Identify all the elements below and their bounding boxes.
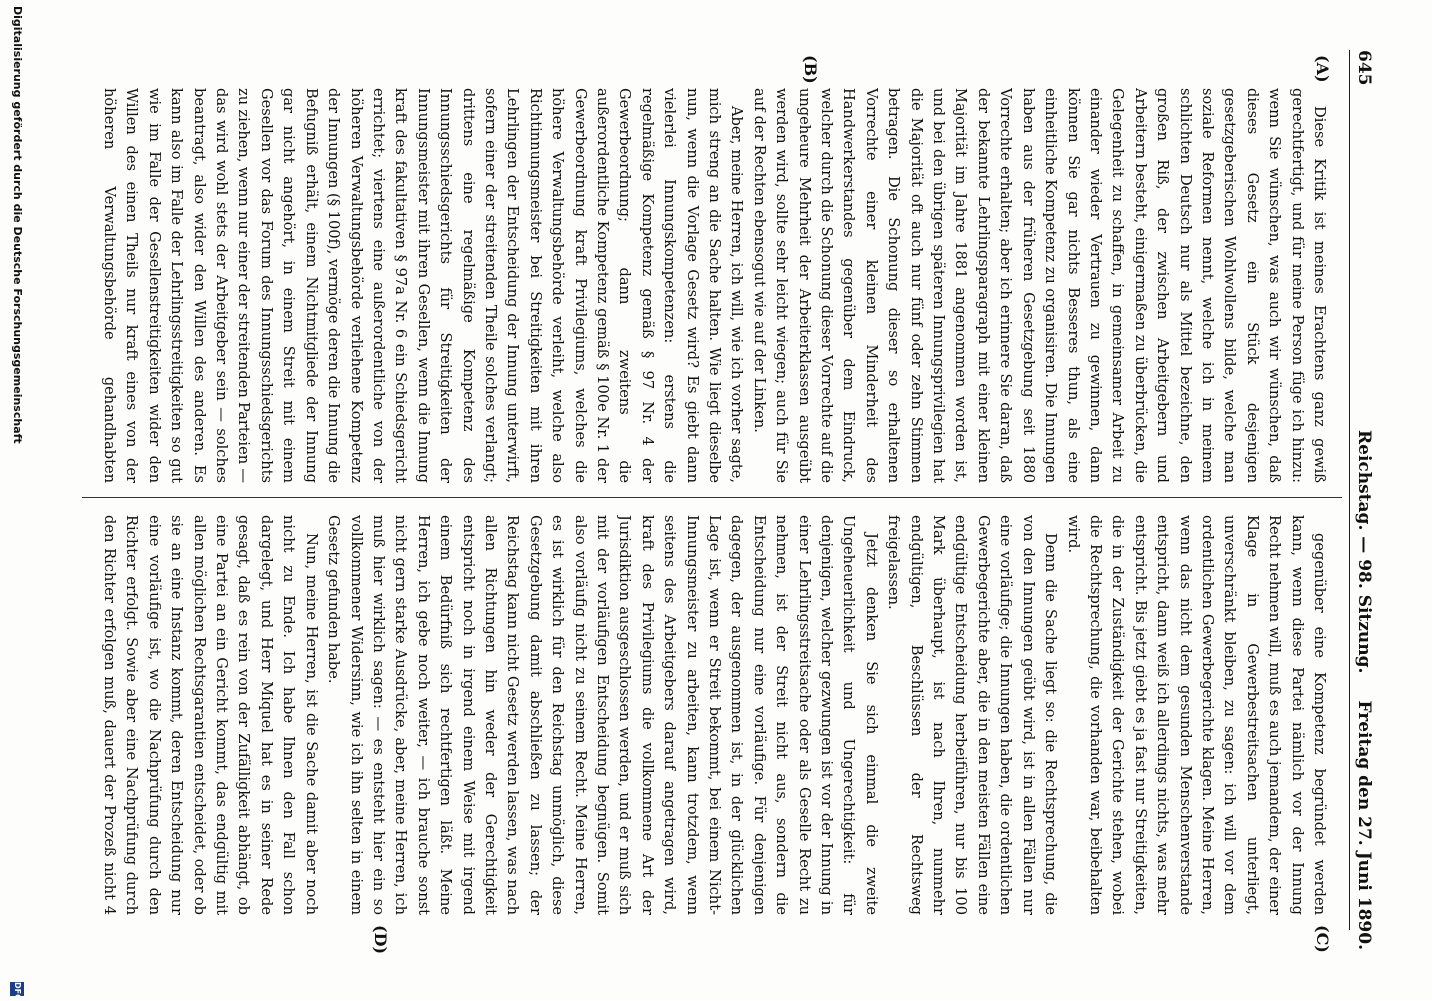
margin-marker-a: (A) — [1313, 55, 1332, 83]
paragraph: Nun, meine Herren, ist die Sache damit aber noch nicht zu Ende. Ich habe Ihnen den Fall schon dargelegt, und Herr Miquel hat es in seiner Rede gesagt, daß es rein von der Zufälligkeit abhängt, ob eine Partei an ein Gericht kommt, das endgültig mit allen möglichen Rechtsgarantien entscheidet, oder ob sie an eine Instanz kommt, deren Entscheidung nur eine vorläufige ist, wo die Nachprüfung durch den Richter erfolgt. Sowie aber eine Nachprüfung durch den Richter erfolgen muß, dauert der Prozeß nicht 4 — [101, 515, 320, 915]
page-header — [1350, 50, 1374, 950]
session-title: Reichstag. — 98. Sitzung. — [1354, 430, 1374, 674]
margin-marker-d: (D) — [371, 925, 390, 955]
column-divider — [82, 497, 1342, 498]
header-rule — [1349, 50, 1350, 930]
paragraph: Denn die Sache liegt so: die Rechtsprechung, die von den Innungen geübt wird, ist in allen Fällen nur eine vorläufige; die Innungen haben, die ordentlichen Gewerbegerichte aber, die in den meisten Fällen eine endgültige Entscheidung herbeiführen, nur bis 100 Mark überhaupt, ist nach Ihren, nunmehr endgültigen, Beschlüssen der Rechtsweg freigelassen. — [885, 515, 1060, 915]
paragraph: Jetzt denken Sie sich einmal die zweite Ungeheuerlichkeit und Ungerechtigkeit: für denjenigen, welcher gezwungen ist vor der Innung in einer Lehrlingsstreitsache oder als Geselle Recht zu nehmen, ist der Streit nicht aus, sondern die Entscheidung nur eine vorläufige. Für denjenigen dagegen, der ausgenommen ist, in der glücklichen Lage ist, wenn er Streit bekommt, bei einem Nicht-Innungsmeister zu arbeiten, kann trotzdem, wenn seitens des Arbeitgebers darauf angetragen wird, kraft des Privilegiums die vollkommene Art der Jurisdiktion ausgeschlossen werden, und er muß sich mit der vorläufigen Entscheidung begnügen. Somit also vorläufig nicht zu seinem Recht. Meine Herren, es ist wirklich für den Reichstag unmöglich, diese Gesetzgebung damit abschließen zu lassen; der Reichstag kann nicht Gesetz werden lassen, was nach allen Richtungen hin weder der Gerechtigkeit entspricht noch in irgend einem Weise mit irgend einem Bedürfniß sich rechtfertigen läßt. Meine Herren, ich gebe noch weiter, — ich brauche sonst nicht gern starke Ausdrücke, aber, meine Herren, ich muß hier wirklich sagen: — es entsteht hier ein so vollkommener Widersinn, wie ich ihn selten in einem Gesetz gefunden habe. — [325, 515, 880, 915]
text-column-left — [100, 88, 1330, 483]
margin-marker-c: (C) — [1313, 925, 1332, 953]
margin-marker-b: (B) — [801, 55, 820, 84]
text-column-right — [100, 515, 1330, 915]
funding-note: Digitalisierung gefördert durch die Deutsche Forschungsgemeinschaft — [11, 6, 24, 444]
digitization-footer — [0, 0, 27, 1000]
dfg-logo: DFG — [10, 982, 24, 996]
paragraph: gegenüber eine Kompetenz begründet werden kann, wenn diese Partei nämlich vor der Innung Recht nehmen will, muß es auch jemandem, der einer Klage in Gewerbestreitsachen unterliegt, unverschränkt bleiben, zu sagen: ich will vor dem ordentlichen Gewerbegerichte klagen. Meine Herren, wenn das nicht dem gesunden Menschenverstande entspricht, dann weiß ich allerdings nichts, was mehr entspricht. Bis jetzt giebt es ja fast nur Streitigkeiten, die in der Zuständigkeit der Gerichte stehen, wobei die Rechtsprechung, die vorhanden war, beibehalten wird. — [1064, 515, 1328, 915]
session-date: Freitag den 27. Juni 1890. — [1354, 700, 1374, 950]
page-number: 645 — [1354, 50, 1374, 86]
paragraph: Diese Kritik ist meines Erachtens ganz gewiß gerechtfertigt, und für meine Person füge ich hinzu: wenn Sie wünschen, was auch wir wünschen, daß dieses Gesetz ein Stück desjenigen gesetzgeberischen Wohlwollens bilde, welche man soziale Reformen nennt, welche ich in meinem schlichten Deutsch nur als Mittel bezeichne, den großen Riß, der zwischen Arbeitgebern und Arbeitern besteht, einigermaßen zu überbrücken, die Gelegenheit zu schaffen, in gemeinsamer Arbeit zu einander wieder Vertrauen zu gewinnen, dann können Sie gar nichts Besseres thun, als eine einheitliche Kompetenz zu organisiren. Die Innungen haben aus der früheren Gesetzgebung seit 1880 Vorrechte erhalten; aber ich erinnere Sie daran, daß der bekannte Lehrlingsparagraph mit einer kleinen Majorität im Jahre 1881 angenommen worden ist, und bei den übrigen späteren Innungsprivilegien hat die Majorität oft auch nur fünf oder zehn Stimmen betragen. Die Schonung dieser so erhaltenen Vorrechte einer kleinen Minderheit des Handwerkerstandes gegenüber dem Eindruck, welcher durch die Schonung dieser Vorrechte auf die ungeheure Mehrheit der Arbeiterklassen ausgeübt werden wird, sollte sehr leicht wiegen; auch für Sie auf der Rechten ebensogut wie auf der Linken. — [750, 88, 1328, 483]
paragraph: Aber, meine Herren, ich will, wie ich vorher sagte, mich streng an die Sache halten. Wie liegt dieselbe nun, wenn die Vorlage Gesetz wird? Es giebt dann vielerlei Innungskompetenzen: erstens die regelmäßige Kompetenz gemäß § 97 Nr. 4 der Gewerbeordnung; dann zweitens die außerordentliche Kompetenz gemäß § 100e Nr. 1 der Gewerbeordnung kraft Privilegiums, welches die höhere Verwaltungsbehörde verleiht, welche also Richtinnungsmeister bei Streitigkeiten mit ihren Lehrlingen der Entscheidung der Innung unterwirft, sofern einer der streitenden Theile solches verlangt; drittens eine regelmäßige Kompetenz des Innungsschiedsgerichts für Streitigkeiten der Innungsmeister mit ihren Gesellen, wenn die Innung kraft des fakultativen § 97a Nr. 6 ein Schiedsgericht errichtet; viertens eine außerordentliche von der höheren Verwaltungsbehörde verliehene Kompetenz der Innungen (§ 100f), vermöge deren die Innung die Befugniß erhält, einem Nichtmitgliede der Innung gar nicht angehört, in einem Streit mit einem Gesellen vor das Forum des Innungsschiedsgerichts zu ziehen, wenn nur einer der streitenden Parteien — das wird wohl stets der Arbeitgeber sein — solches beantragt, also wider den Willen des anderen. Es kann also im Falle der Lehrlingsstreitigkeiten so gut wie im Falle der Gesellenstreitigkeiten wider den Willen des einen Theils nur kraft eines von der höheren Verwaltungsbehörde gehandhabten — [101, 88, 746, 483]
